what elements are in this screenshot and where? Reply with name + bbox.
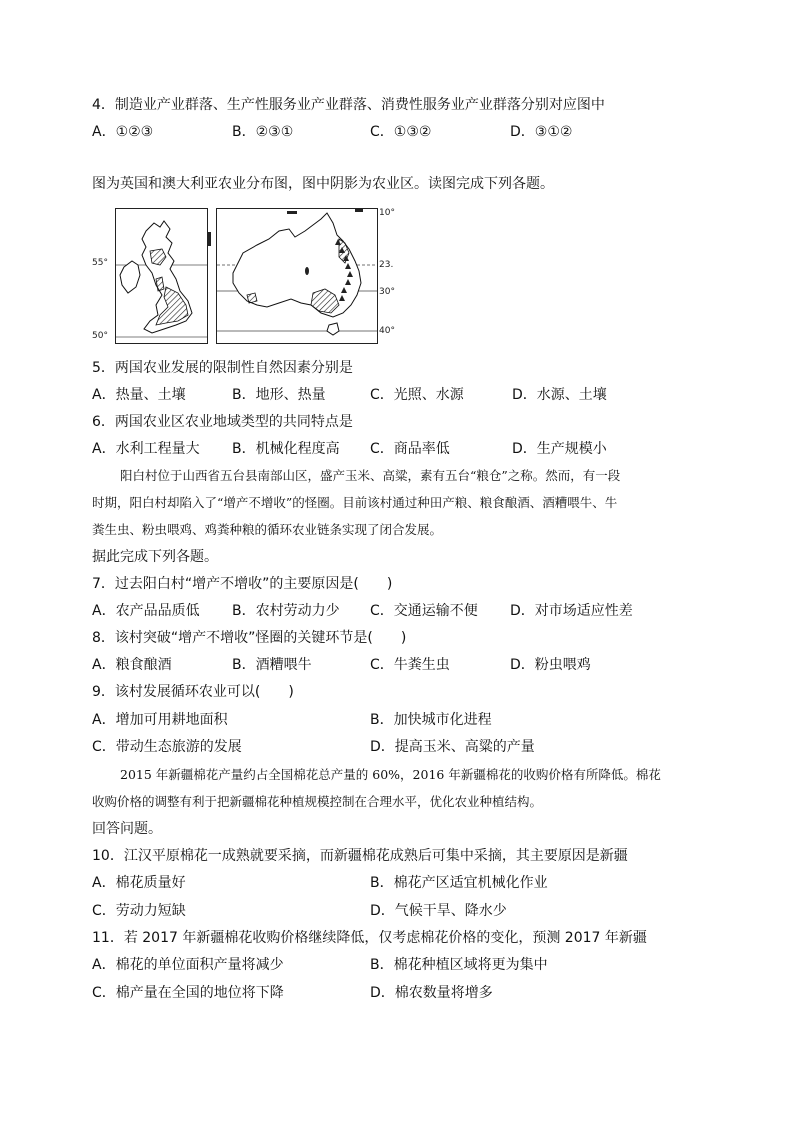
q6-option-c: C．商品率低 [370, 441, 450, 457]
q4-option-c: C．①③② [370, 124, 432, 140]
q5-option-c: C．光照、水源 [370, 387, 464, 403]
q10-option-b: B．棉花产区适宜机械化作业 [370, 875, 548, 891]
q11-stem: 11．若 2017 年新疆棉花收购价格继续降低，仅考虑棉花价格的变化，预测 2017 年新疆 [92, 930, 647, 946]
q4-option-a: A．①②③ [92, 124, 154, 140]
q9-option-d: D．提高玉米、高粱的产量 [370, 739, 535, 755]
q8-option-d: D．粉虫喂鸡 [510, 657, 591, 673]
q4-option-d: D．③①② [510, 124, 573, 140]
q7-stem: 7．过去阳白村“增产不增收”的主要原因是( ) [92, 576, 393, 592]
frame-mark [208, 232, 211, 246]
q5-option-b: B．地形、热量 [232, 387, 326, 403]
q11-option-d: D．棉农数量将增多 [370, 985, 493, 1001]
q10-stem: 10．江汉平原棉花一成熟就要采摘，而新疆棉花成熟后可集中采摘，其主要原因是新疆 [92, 848, 628, 864]
uk-map-drawing [116, 209, 207, 343]
q7-option-c: C．交通运输不便 [370, 603, 478, 619]
map-figure [92, 204, 412, 346]
q8-stem: 8．该村突破“增产不增收”怪圈的关键环节是( ) [92, 630, 407, 646]
q9-option-a: A．增加可用耕地面积 [92, 712, 228, 728]
q7-option-a: A．农产品品质低 [92, 603, 200, 619]
au-lat-label-10: 10° [379, 208, 395, 218]
map-intro: 图为英国和澳大利亚农业分布图，图中阴影为农业区。读图完成下列各题。 [92, 176, 554, 192]
q11-option-c: C．棉产量在全国的地位将下降 [92, 985, 284, 1001]
au-lat-label-30: 30° [379, 287, 395, 297]
au-lat-label-23: 23. [379, 260, 394, 270]
passage1-line3: 粪生虫、粉虫喂鸡、鸡粪种粮的循环农业链条实现了闭合发展。 [92, 522, 443, 537]
q7-option-b: B．农村劳动力少 [232, 603, 340, 619]
q5-option-d: D．水源、土壤 [512, 387, 607, 403]
australia-map [216, 208, 378, 344]
uk-lat-label-55: 55° [92, 258, 108, 268]
q4-stem: 4．制造业产业群落、生产性服务业产业群落、消费性服务业产业群落分别对应图中 [92, 97, 605, 113]
q6-option-a: A．水利工程量大 [92, 441, 200, 457]
q5-option-a: A．热量、土壤 [92, 387, 186, 403]
q8-option-c: C．牛粪生虫 [370, 657, 450, 673]
q9-option-b: B．加快城市化进程 [370, 712, 492, 728]
q9-option-c: C．带动生态旅游的发展 [92, 739, 242, 755]
q4-option-b: B．②③① [232, 124, 294, 140]
q5-stem: 5．两国农业发展的限制性自然因素分别是 [92, 360, 353, 376]
passage2-line2: 收购价格的调整有利于把新疆棉花种植规模控制在合理水平，优化农业种植结构。 [92, 794, 543, 809]
q11-option-a: A．棉花的单位面积产量将减少 [92, 957, 284, 973]
q7-option-d: D．对市场适应性差 [510, 603, 633, 619]
australia-map-drawing [217, 209, 377, 343]
uk-lat-label-50: 50° [92, 331, 108, 341]
q6-stem: 6．两国农业区农业地域类型的共同特点是 [92, 414, 353, 430]
passage1-line1: 阳白村位于山西省五台县南部山区，盛产玉米、高粱，素有五台“粮仓”之称。然而，有一段 [120, 468, 621, 483]
q6-option-b: B．机械化程度高 [232, 441, 340, 457]
q10-option-d: D．气候干旱、降水少 [370, 903, 507, 919]
q9-stem: 9．该村发展循环农业可以( ) [92, 684, 294, 700]
q8-option-a: A．粮食酿酒 [92, 657, 172, 673]
passage2-line1: 2015 年新疆棉花产量约占全国棉花总产量的 60%，2016 年新疆棉花的收购价格有所降低。棉花 [120, 767, 661, 782]
q8-option-b: B．酒糟喂牛 [232, 657, 312, 673]
q11-option-b: B．棉花种植区域将更为集中 [370, 957, 548, 973]
passage1-line2: 时期，阳白村却陷入了“增产不增收”的怪圈。目前该村通过种田产粮、粮食酿酒、酒糟喂牛、牛 [92, 495, 618, 510]
passage1-prompt: 据此完成下列各题。 [92, 549, 218, 565]
q10-option-c: C．劳动力短缺 [92, 903, 186, 919]
passage2-prompt: 回答问题。 [92, 821, 162, 837]
q6-option-d: D．生产规模小 [512, 441, 607, 457]
au-lat-label-40: 40° [379, 326, 395, 336]
uk-map [115, 208, 208, 344]
q10-option-a: A．棉花质量好 [92, 875, 186, 891]
